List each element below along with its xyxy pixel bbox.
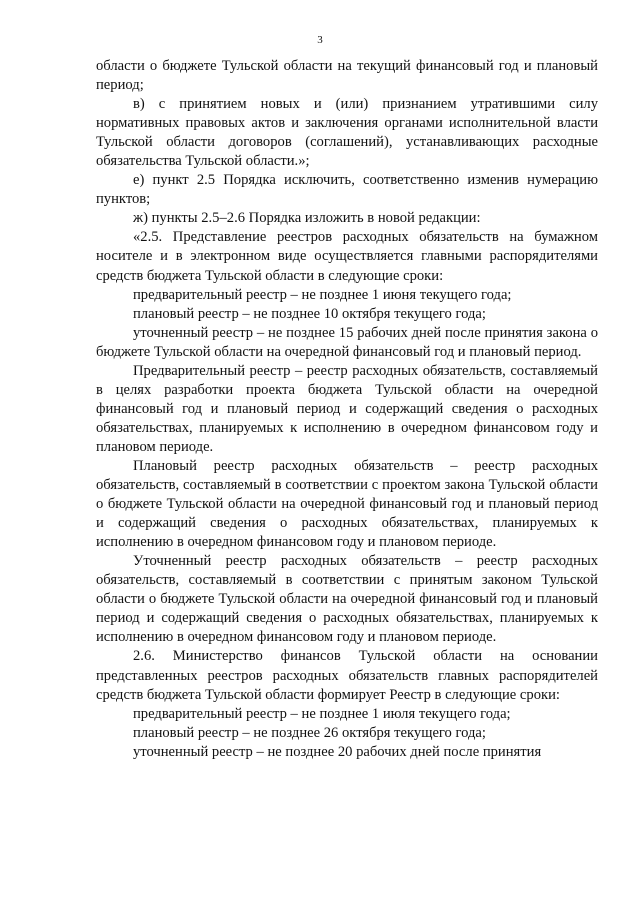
paragraph: предварительный реестр – не позднее 1 июня текущего года;: [133, 286, 512, 303]
document-body: [96, 57, 598, 762]
paragraph: плановый реестр – не позднее 26 октября текущего года;: [133, 724, 486, 741]
paragraph: уточненный реестр – не позднее 15 рабочих дней после принятия закона о бюджете Тульской области на очередной финансовый год и плановый период.: [96, 324, 598, 360]
paragraph: в) с принятием новых и (или) признанием утратившими силу нормативных правовых актов и заключения органами исполнительной власти Тульской области договоров (соглашений), устанавливающих расходные обязательства Тульской области.»;: [96, 96, 598, 170]
paragraph: ж) пункты 2.5–2.6 Порядка изложить в новой редакции:: [133, 210, 481, 227]
paragraph: Предварительный реестр – реестр расходных обязательств, составляемый в целях разработки проекта бюджета Тульской области на очередной финансовый год и плановый период и содержащий сведения о расходных обязательствах, планируемых к исполнению в очередном финансовом году и плановом периоде.: [96, 362, 598, 455]
paragraph: Уточненный реестр расходных обязательств – реестр расходных обязательств, составляемый в соответствии с принятым законом Тульской области о бюджете Тульской области на очередной финансовый год и плановый период и содержащий сведения о расходных обязательствах, планируемых к исполнению в очередном финансовом году и плановом периоде.: [96, 553, 598, 646]
paragraph: Плановый реестр расходных обязательств – реестр расходных обязательств, составляемый в соответствии с проектом закона Тульской области о бюджете Тульской области на очередной финансовый год и плановый период и содержащий сведения о расходных обязательствах, планируемых к исполнению в очередном финансовом году и плановом периоде.: [96, 457, 598, 551]
page-number: 3: [317, 34, 323, 46]
paragraph: уточненный реестр – не позднее 20 рабочих дней после принятия: [133, 743, 542, 760]
paragraph: области о бюджете Тульской области на текущий финансовый год и плановый период;: [96, 58, 598, 94]
paragraph: «2.5. Представление реестров расходных обязательств на бумажном носителе и в электронном виде осуществляется главными распорядителями средств бюджета Тульской области в следующие сроки:: [96, 229, 598, 284]
paragraph: 2.6. Министерство финансов Тульской области на основании представленных реестров расходных обязательств главных распорядителей средств бюджета Тульской области формирует Реестр в следующие сроки:: [96, 648, 598, 703]
paragraph: е) пункт 2.5 Порядка исключить, соответственно изменив нумерацию пунктов;: [96, 172, 598, 208]
paragraph: плановый реестр – не позднее 10 октября текущего года;: [133, 305, 486, 322]
paragraph: предварительный реестр – не позднее 1 июля текущего года;: [133, 705, 511, 722]
